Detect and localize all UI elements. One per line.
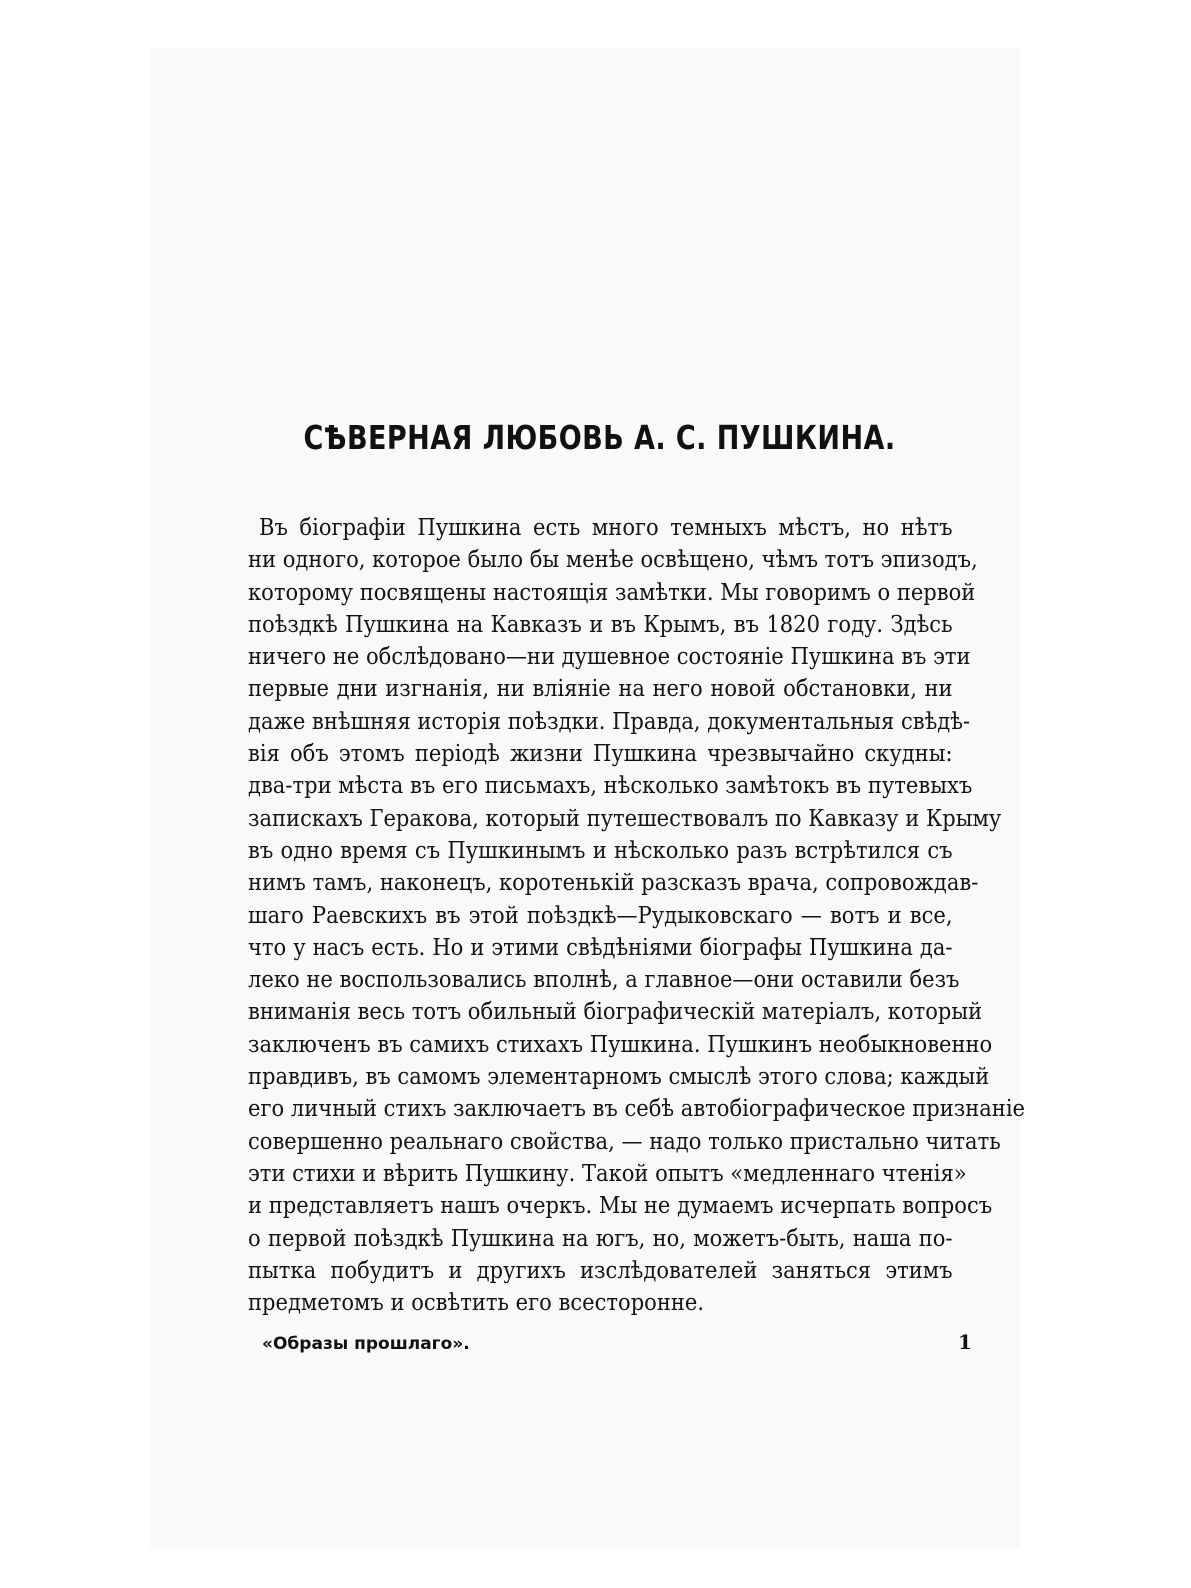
text-line: правдивъ, въ самомъ элементарномъ смыслѣ этого слова; каждый [248, 1064, 990, 1091]
text-line: вниманія весь тотъ обильный біографическій матеріалъ, который [248, 999, 983, 1026]
text-line: ничего не обслѣдовано—ни душевное состояніе Пушкина въ эти [248, 644, 971, 671]
text-line: его личный стихъ заключаетъ въ себѣ автобіографическое признаніе [248, 1096, 1026, 1123]
page-number: 1 [958, 1330, 972, 1354]
text-line: запискахъ Геракова, который путешествовалъ по Кавказу и Крыму [248, 805, 1002, 832]
text-line: заключенъ въ самихъ стихахъ Пушкина. Пушкинъ необыкновенно [248, 1031, 993, 1058]
text-line: эти стихи и вѣрить Пушкину. Такой опытъ «медленнаго чтенія» [248, 1160, 967, 1187]
body-paragraph [248, 512, 1026, 1319]
text-line: о первой поѣздкѣ Пушкина на югъ, но, можетъ-быть, наша по- [248, 1225, 953, 1252]
chapter-title: СѢВЕРНАЯ ЛЮБОВЬ А. С. ПУШКИНА. [303, 418, 896, 457]
text-line: ни одного, которое было бы менѣе освѣщено, чѣмъ тотъ эпизодъ, [248, 547, 978, 574]
text-line: нимъ тамъ, наконецъ, коротенькій разсказъ врача, сопровождав- [248, 870, 979, 897]
text-line: въ одно время съ Пушкинымъ и нѣсколько разъ встрѣтился съ [248, 837, 953, 864]
footer-source-title: «Образы прошлаго». [262, 1334, 470, 1354]
text-line: пытка побудитъ и другихъ изслѣдователей заняться этимъ [248, 1257, 953, 1284]
text-line: которому посвящены настоящія замѣтки. Мы говоримъ о первой [248, 579, 976, 606]
text-line: вія объ этомъ періодѣ жизни Пушкина чрезвычайно скудны: [248, 741, 953, 768]
text-line: два-три мѣста въ его письмахъ, нѣсколько замѣтокъ въ путевыхъ [248, 773, 973, 800]
text-line: Въ біографіи Пушкина есть много темныхъ мѣстъ, но нѣтъ [258, 515, 953, 541]
text-line: и представляетъ нашъ очеркъ. Мы не думаемъ исчерпать вопросъ [248, 1193, 993, 1220]
text-line: даже внѣшняя исторія поѣздки. Правда, документальныя свѣдѣ- [248, 708, 971, 735]
text-line: предметомъ и освѣтить его всесторонне. [248, 1290, 705, 1317]
text-line: шаго Раевскихъ въ этой поѣздкѣ—Рудыковскаго — вотъ и все, [248, 902, 953, 929]
text-line: совершенно реальнаго свойства, — надо только пристально читать [248, 1128, 1001, 1155]
text-line: поѣздкѣ Пушкина на Кавказъ и въ Крымъ, въ 1820 году. Здѣсь [248, 611, 953, 638]
text-line: леко не воспользовались вполнѣ, а главное—они оставили безъ [248, 967, 960, 994]
text-line: что у насъ есть. Но и этими свѣдѣніями біографы Пушкина да- [248, 934, 953, 961]
text-line: первые дни изгнанія, ни вліяніе на него новой обстановки, ни [248, 676, 953, 703]
